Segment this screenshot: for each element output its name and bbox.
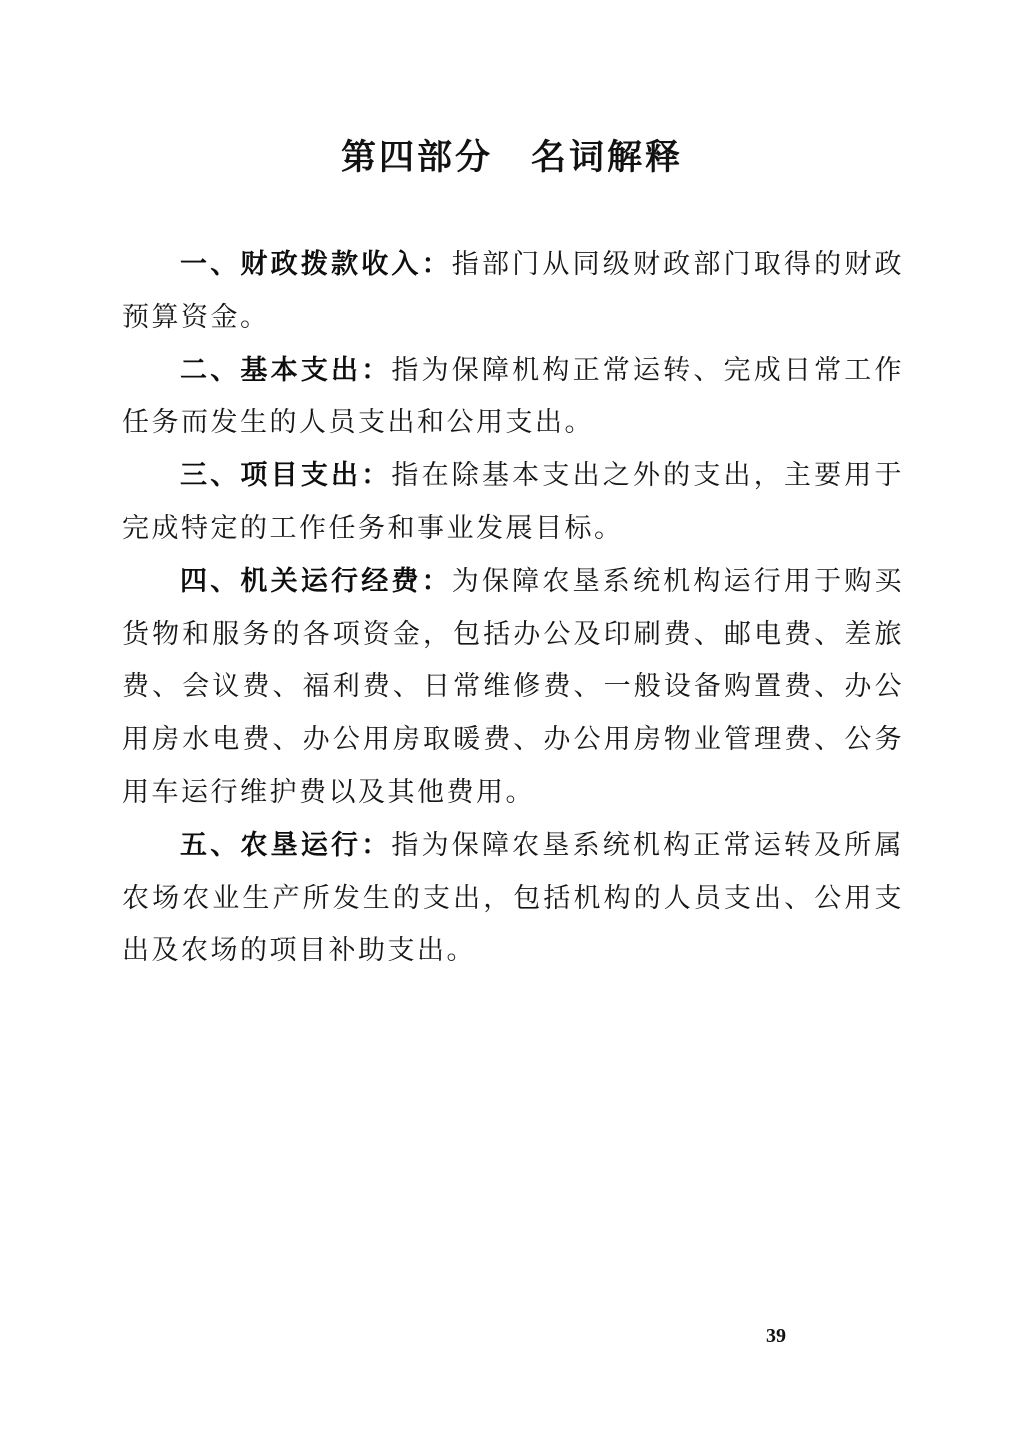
term-lead: 二、基本支出： xyxy=(180,354,392,385)
term-definition: 指在除基本支出之外的支出，主要用于完成特定的工作任务和事业发展目标。 xyxy=(122,460,905,543)
term-definition: 指部门从同级财政部门取得的财政预算资金。 xyxy=(122,249,905,332)
term-lead: 一、财政拨款收入： xyxy=(180,249,452,279)
term-paragraph-caizheng-bokuan xyxy=(122,238,904,344)
document-body xyxy=(122,238,904,977)
term-definition: 指为保障农垦系统机构正常运转及所属农场农业生产所发生的支出，包括机构的人员支出、公用支出及农场的项目补助支出。 xyxy=(122,829,905,966)
term-definition: 指为保障机构正常运转、完成日常工作任务而发生的人员支出和公用支出。 xyxy=(122,354,905,438)
term-paragraph-xiangmu-zhichu xyxy=(122,449,904,555)
term-lead: 四、机关运行经费： xyxy=(180,565,452,596)
term-paragraph-jiguan-yunxing-jingfei xyxy=(122,555,904,819)
term-paragraph-jiben-zhichu xyxy=(122,344,904,450)
page-number: 39 xyxy=(766,1325,786,1347)
term-paragraph-nongken-yunxing xyxy=(122,819,904,977)
term-lead: 三、项目支出： xyxy=(180,460,392,491)
term-definition: 为保障农垦系统机构运行用于购买货物和服务的各项资金，包括办公及印刷费、邮电费、差旅费、会议费、福利费、日常维修费、一般设备购置费、办公用房水电费、办公用房取暖费、办公用房物业管理费、公务用车运行维护费以及其他费用。 xyxy=(122,565,905,807)
page-title: 第四部分 名词解释 xyxy=(340,138,683,177)
term-lead: 五、农垦运行： xyxy=(180,829,392,860)
